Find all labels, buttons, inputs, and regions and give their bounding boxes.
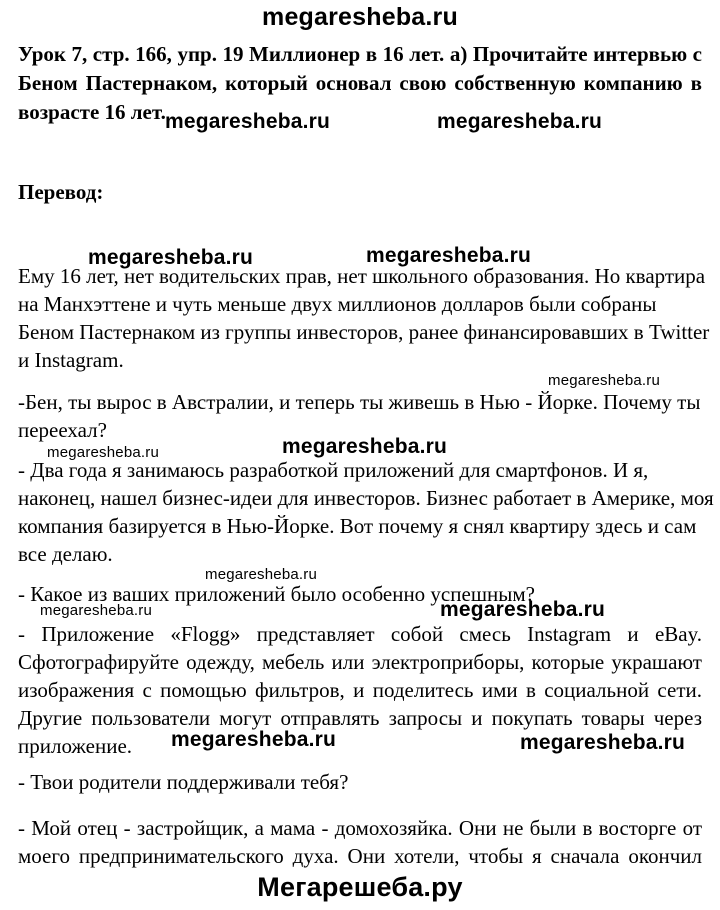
site-watermark-bottom: Мегарешеба.ру: [257, 872, 463, 902]
watermark: megaresheba.ru: [47, 444, 160, 461]
text-line: моего предпринимательского духа. Они хотели, чтобы я сначала окончил: [18, 844, 702, 868]
text-line: - Мой отец - застройщик, а мама - домохозяйка. Они не были в восторге от: [18, 816, 702, 840]
site-watermark-top: megaresheba.ru: [262, 3, 458, 31]
text-line: - Какое из ваших приложений было особенно успешным?: [18, 582, 535, 606]
heading-line: Урок 7, стр. 166, упр. 19 Миллионер в 16 лет. а) Прочитайте интервью с: [18, 42, 702, 66]
text-line: Беном Пастернаком из группы инвесторов, ранее финансировавших в Twitter: [18, 320, 710, 344]
answer-1: [18, 456, 714, 568]
heading-line: возрасте 16 лет.: [18, 100, 166, 124]
text-line: приложение.: [18, 734, 133, 758]
text-line: Другие пользователи могут отправлять запросы и покупать товары через: [18, 706, 702, 730]
watermark: megaresheba.ru: [165, 110, 331, 133]
text-line: - Приложение «Flogg» представляет собой смесь Instagram и eBay.: [18, 622, 702, 646]
text-line: - Твои родители поддерживали тебя?: [18, 770, 349, 794]
text-line: наконец, нашел бизнес-идеи для инвесторов. Бизнес работает в Америке, моя: [18, 486, 714, 510]
text-line: изображения с помощью фильтров, и поделитесь ими в социальной сети.: [18, 678, 702, 702]
answer-3: [18, 814, 702, 870]
watermark: megaresheba.ru: [88, 246, 254, 269]
text-line: -Бен, ты вырос в Австралии, и теперь ты живешь в Нью - Йорке. Почему ты: [18, 390, 701, 414]
heading-line: Беном Пастернаком, который основал свою собственную компанию в: [18, 71, 702, 95]
watermark: megaresheba.ru: [440, 598, 606, 621]
watermark: megaresheba.ru: [205, 566, 318, 583]
text-line: Ему 16 лет, нет водительских прав, нет школьного образования. Но квартира: [18, 264, 706, 288]
watermark: megaresheba.ru: [520, 731, 686, 754]
text-line: на Манхэттене и чуть меньше двух миллионов долларов были собраны: [18, 292, 657, 316]
text-line: - Два года я занимаюсь разработкой приложений для смартфонов. И я,: [18, 458, 649, 482]
text-line: все делаю.: [18, 542, 113, 566]
text-line: Сфотографируйте одежду, мебель или электроприборы, которые украшают: [18, 650, 702, 674]
text-line: компания базируется в Нью-Йорке. Вот почему я снял квартиру здесь и сам: [18, 514, 697, 538]
watermark: megaresheba.ru: [40, 602, 153, 619]
translation-label: Перевод:: [18, 180, 104, 204]
question-3: [18, 768, 702, 796]
text-line: переехал?: [18, 418, 107, 442]
watermark: megaresheba.ru: [366, 244, 532, 267]
text-line: и Instagram.: [18, 348, 124, 372]
watermark: megaresheba.ru: [437, 110, 603, 133]
watermark: megaresheba.ru: [171, 728, 337, 751]
watermark: megaresheba.ru: [548, 372, 661, 389]
paragraph-intro: [18, 262, 710, 374]
watermark: megaresheba.ru: [282, 435, 448, 458]
